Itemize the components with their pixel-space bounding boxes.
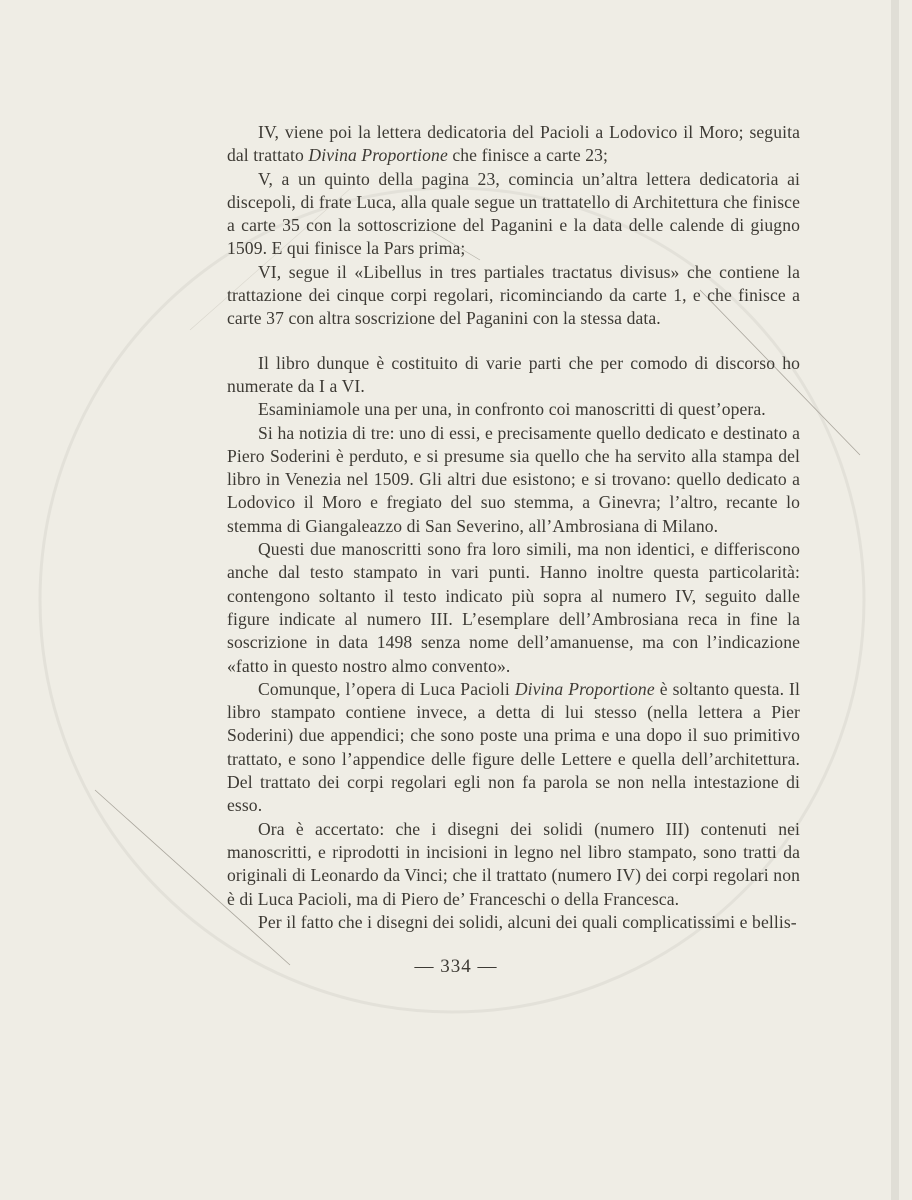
numbered-list-section — [227, 121, 800, 331]
paragraph — [227, 352, 800, 399]
paragraph-text: IV, viene poi la lettera dedicatoria del Pacioli a Lodovico il Moro; seguita dal trattato — [227, 122, 800, 166]
paragraph — [227, 422, 800, 538]
paragraph-text: Per il fatto che i disegni dei solidi, alcuni dei quali complicatissimi e bellis- — [258, 911, 797, 932]
body-text-section — [227, 352, 800, 934]
italic-title: Divina Proportione — [308, 145, 448, 166]
paragraph — [227, 398, 800, 421]
paragraph-text: Comunque, l’opera di Luca Pacioli — [258, 678, 515, 699]
paragraph-text: Il libro dunque è costituito di varie parti che per comodo di discorso ho numerate da I a VI. — [227, 352, 800, 396]
main-text — [227, 121, 800, 934]
paragraph-text: V, a un quinto della pagina 23, comincia un’altra lettera dedicatoria ai discepoli, di frate Luca, alla quale segue un trattatello di Architettura che finisce a carte 35 con la sottoscrizione del Paganini e la data delle calende di giugno 1509. E qui finisce la Pars prima; — [227, 168, 800, 259]
paragraph-text: Ora è accertato: che i disegni dei solidi (numero III) contenuti nei manoscritti, e riprodotti in incisioni in legno nel libro stampato, sono tratti da originali di Leonardo da Vinci; che il trattato (numero IV) dei corpi regolari non è di Luca Pacioli, ma di Piero de’ Franceschi o della Francesca. — [227, 818, 800, 909]
paragraph-text: VI, segue il «Libellus in tres partiales tractatus divisus» che contiene la trattazione dei cinque corpi regolari, ricominciando da carte 1, e che finisce a carte 37 con altra soscrizione del Paganini con la stessa data. — [227, 261, 800, 329]
paragraph — [227, 678, 800, 818]
paragraph — [227, 911, 800, 934]
section-gap — [227, 331, 800, 352]
paragraph — [227, 261, 800, 331]
paragraph-text: che finisce a carte 23; — [447, 145, 609, 166]
paragraph-text: Esaminiamole una per una, in confronto coi manoscritti di quest’opera. — [258, 399, 766, 420]
paragraph — [227, 538, 800, 678]
paragraph — [227, 168, 800, 261]
page-number: — 334 — — [414, 956, 498, 977]
paragraph-text: Si ha notizia di tre: uno di essi, e precisamente quello dedicato e destinato a Piero Soderini è perduto, e si presume sia quello che ha servito alla stampa del libro in Venezia nel 1509. Gli altri due esistono; e si trovano: quello dedicato a Lodovico il Moro e fregiato del suo stemma, a Ginevra; l’altro, recante lo stemma di Giangaleazzo di San Severino, all’Ambrosiana di Milano. — [227, 422, 800, 536]
italic-title: Divina Proportione — [514, 678, 655, 699]
paragraph — [227, 121, 800, 168]
paragraph — [227, 818, 800, 911]
paragraph-text: è soltanto questa. Il libro stampato contiene invece, a detta di lui stesso (nella lettera a Pier Soderini) due appendici; che sono poste una prima e una dopo il suo primitivo trattato, e sono l’appendice delle figure delle Lettere e quella dell’architettura. Del trattato dei corpi regolari egli non fa parola se non nella intestazione di esso. — [227, 678, 800, 816]
paragraph-text: Questi due manoscritti sono fra loro simili, ma non identici, e differiscono anche dal testo stampato in vari punti. Hanno inoltre questa particolarità: contengono soltanto il testo indicato più sopra al numero IV, seguito dalle figure indicate al numero III. L’esemplare dell’Ambrosiana reca in fine la soscrizione in data 1498 senza nome dell’amanuense, ma con l’indicazione «fatto in questo nostro almo convento». — [227, 539, 800, 676]
